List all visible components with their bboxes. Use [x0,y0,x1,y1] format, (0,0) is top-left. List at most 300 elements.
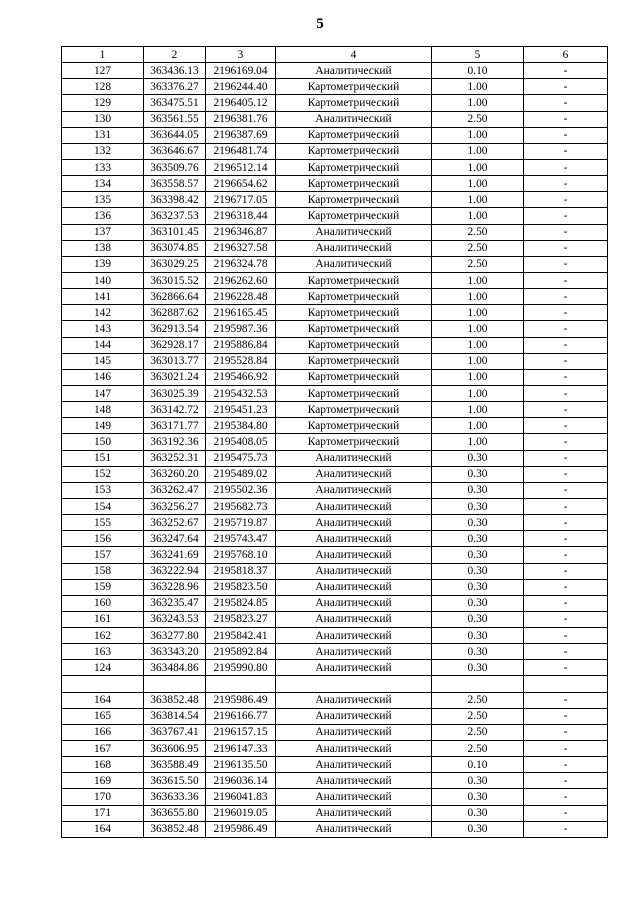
table-row [62,595,608,611]
table-cell: 0.30 [432,466,524,482]
table-cell: 2.50 [432,708,524,724]
table-row [62,773,608,789]
table-cell: Аналитический [276,660,432,676]
table-cell: 134 [62,176,144,192]
table-cell: 0.30 [432,628,524,644]
table-cell: Картометрический [276,79,432,95]
table-cell: 363171.77 [144,418,206,434]
table-cell: 163 [62,644,144,660]
table-cell: 2195408.05 [206,434,276,450]
table-cell [524,676,608,692]
table-cell: Картометрический [276,353,432,369]
table-cell: 363262.47 [144,482,206,498]
table-cell: - [524,272,608,288]
table-cell: 2195990.80 [206,660,276,676]
table-cell: 139 [62,256,144,272]
table-cell: 2195432.53 [206,385,276,401]
table-row [62,450,608,466]
table-cell: 142 [62,305,144,321]
table-cell: - [524,321,608,337]
table-cell: 363376.27 [144,79,206,95]
table-cell: 2196169.04 [206,63,276,79]
table-cell: 154 [62,498,144,514]
table-row [62,611,608,627]
table-cell: 2195768.10 [206,547,276,563]
table-row [62,434,608,450]
table-cell: 2196166.77 [206,708,276,724]
table-cell: 157 [62,547,144,563]
table-cell: Аналитический [276,741,432,757]
table-cell: 0.30 [432,595,524,611]
table-cell: Аналитический [276,224,432,240]
table-cell: 150 [62,434,144,450]
table-cell: 162 [62,628,144,644]
table-row [62,127,608,143]
table-row [62,724,608,740]
table-cell: 1.00 [432,95,524,111]
table-cell: - [524,741,608,757]
table-cell: - [524,498,608,514]
table-cell: - [524,95,608,111]
table-cell: 2196036.14 [206,773,276,789]
table-cell: 2195986.49 [206,821,276,837]
table-cell: Аналитический [276,595,432,611]
table-row [62,402,608,418]
table-cell: Картометрический [276,321,432,337]
table-cell: 155 [62,515,144,531]
table-cell: 0.30 [432,531,524,547]
table-cell: 167 [62,741,144,757]
table-cell: Аналитический [276,498,432,514]
table-cell: Картометрический [276,434,432,450]
table-cell: 2195489.02 [206,466,276,482]
table-cell: 131 [62,127,144,143]
table-cell: 149 [62,418,144,434]
table-row [62,353,608,369]
table-cell: Аналитический [276,789,432,805]
table-cell: 363644.05 [144,127,206,143]
table-cell: 146 [62,369,144,385]
table-cell: 1.00 [432,176,524,192]
table-cell: Картометрический [276,95,432,111]
table-cell: 145 [62,353,144,369]
table-cell: Аналитический [276,757,432,773]
table-cell: 363655.80 [144,805,206,821]
table-cell: 363646.67 [144,143,206,159]
table-cell: 2196041.83 [206,789,276,805]
table-cell: 363398.42 [144,192,206,208]
table-cell: 0.10 [432,63,524,79]
table-cell: 0.30 [432,579,524,595]
table-cell: 363606.95 [144,741,206,757]
table-cell: 2195987.36 [206,321,276,337]
table-cell: 0.30 [432,789,524,805]
table-cell: 362887.62 [144,305,206,321]
table-cell: 1.00 [432,321,524,337]
table-cell: - [524,434,608,450]
table-cell: 2196019.05 [206,805,276,821]
table-row [62,79,608,95]
table-cell: 0.30 [432,821,524,837]
table-cell: Аналитический [276,644,432,660]
table-cell: 2.50 [432,692,524,708]
table-cell: 2196228.48 [206,289,276,305]
table-cell: 164 [62,692,144,708]
table-cell: 2196157.15 [206,724,276,740]
table-cell: 363509.76 [144,159,206,175]
table-cell: - [524,805,608,821]
table-cell: 1.00 [432,289,524,305]
table-row [62,466,608,482]
table-cell: Аналитический [276,724,432,740]
table-cell: 2196654.62 [206,176,276,192]
table-cell: - [524,628,608,644]
table-cell [144,676,206,692]
table-cell: 1.00 [432,434,524,450]
table-cell: 0.30 [432,450,524,466]
table-cell: 363588.49 [144,757,206,773]
table-cell: - [524,208,608,224]
table-cell: Аналитический [276,240,432,256]
table-cell: - [524,289,608,305]
table-cell: 2.50 [432,240,524,256]
table-cell: - [524,418,608,434]
table-cell: 363277.80 [144,628,206,644]
coordinates-table [61,46,608,838]
table-cell: Картометрический [276,208,432,224]
table-cell: 2196481.74 [206,143,276,159]
table-row [62,708,608,724]
table-cell: 0.30 [432,773,524,789]
table-cell: 363343.20 [144,644,206,660]
table-cell: 363074.85 [144,240,206,256]
table-cell: 1.00 [432,208,524,224]
table-cell: - [524,192,608,208]
table-cell: 151 [62,450,144,466]
table-cell: - [524,240,608,256]
table-cell: 2196512.14 [206,159,276,175]
table-cell: 137 [62,224,144,240]
table-cell: 171 [62,805,144,821]
table-cell: - [524,111,608,127]
table-cell: 2195682.73 [206,498,276,514]
table-cell: 1.00 [432,79,524,95]
table-cell: 363475.51 [144,95,206,111]
table-cell: 1.00 [432,337,524,353]
table-cell: 152 [62,466,144,482]
table-cell: 161 [62,611,144,627]
table-cell: 168 [62,757,144,773]
table-cell [62,676,144,692]
table-row [62,579,608,595]
table-cell: 141 [62,289,144,305]
table-cell: 2.50 [432,724,524,740]
table-cell: Аналитический [276,547,432,563]
table-cell: - [524,450,608,466]
table-cell: 2195823.27 [206,611,276,627]
table-cell: Аналитический [276,482,432,498]
table-cell: 363237.53 [144,208,206,224]
table-cell: 1.00 [432,385,524,401]
table-cell: 363025.39 [144,385,206,401]
table-cell: - [524,547,608,563]
table-cell: Картометрический [276,192,432,208]
table-cell: 0.10 [432,757,524,773]
table-row [62,515,608,531]
table-cell: Аналитический [276,466,432,482]
table-cell: 363235.47 [144,595,206,611]
table-cell: 363252.31 [144,450,206,466]
table-cell: - [524,63,608,79]
table-cell: Картометрический [276,289,432,305]
table-row [62,628,608,644]
table-cell: 363142.72 [144,402,206,418]
table-cell: 136 [62,208,144,224]
table-cell: 2196346.87 [206,224,276,240]
table-cell: 0.30 [432,563,524,579]
table-row [62,224,608,240]
table-cell: - [524,353,608,369]
table-cell: Картометрический [276,272,432,288]
table-cell: Аналитический [276,63,432,79]
table-row [62,305,608,321]
table-cell: Аналитический [276,579,432,595]
table-cell: 2195743.47 [206,531,276,547]
table-cell: 2195842.41 [206,628,276,644]
table-cell: 363767.41 [144,724,206,740]
table-cell: 1.00 [432,272,524,288]
table-cell: 2195824.85 [206,595,276,611]
table-cell: 363814.54 [144,708,206,724]
table-cell: 2195823.50 [206,579,276,595]
table-cell: 362866.64 [144,289,206,305]
table-cell: - [524,660,608,676]
table-cell: 1.00 [432,143,524,159]
table-cell: 2196318.44 [206,208,276,224]
table-cell: - [524,757,608,773]
table-cell: 363852.48 [144,821,206,837]
table-cell: 363029.25 [144,256,206,272]
table-cell: 2195502.36 [206,482,276,498]
table-row [62,821,608,837]
table-cell: 363228.96 [144,579,206,595]
table-cell: Картометрический [276,337,432,353]
table-cell: 2195384.80 [206,418,276,434]
table-cell: 2196135.50 [206,757,276,773]
table-cell: 363436.13 [144,63,206,79]
table-row [62,757,608,773]
table-cell: 363558.57 [144,176,206,192]
table-cell: - [524,692,608,708]
table-cell: 2196387.69 [206,127,276,143]
table-cell: 2195466.92 [206,369,276,385]
table-cell: 2196324.78 [206,256,276,272]
table-cell: Картометрический [276,418,432,434]
table-row [62,337,608,353]
table-row [62,385,608,401]
table-cell: 2195719.87 [206,515,276,531]
table-cell: 0.30 [432,482,524,498]
table-cell: Картометрический [276,385,432,401]
table-row [62,159,608,175]
table-cell: 363256.27 [144,498,206,514]
table-row [62,563,608,579]
table-cell: Картометрический [276,176,432,192]
table-cell: 2196405.12 [206,95,276,111]
table-row [62,143,608,159]
table-cell: 363243.53 [144,611,206,627]
table-cell: Аналитический [276,450,432,466]
table-cell: 362928.17 [144,337,206,353]
table-row [62,547,608,563]
table-cell: 144 [62,337,144,353]
table-cell: 1.00 [432,159,524,175]
table-cell: 2.50 [432,256,524,272]
table-cell: 2195892.84 [206,644,276,660]
table-cell: - [524,515,608,531]
table-cell: 169 [62,773,144,789]
table-cell: Картометрический [276,402,432,418]
table-cell: - [524,159,608,175]
table-row [62,321,608,337]
table-cell: 0.30 [432,660,524,676]
table-cell: 363561.55 [144,111,206,127]
table-cell: 362913.54 [144,321,206,337]
table-cell: 363260.20 [144,466,206,482]
table-cell: 363615.50 [144,773,206,789]
table-cell: 2.50 [432,111,524,127]
table-row [62,692,608,708]
table-row [62,95,608,111]
table-cell: 0.30 [432,515,524,531]
table-cell: 363192.36 [144,434,206,450]
table-cell: Аналитический [276,821,432,837]
table-cell: 2.50 [432,224,524,240]
table-cell: - [524,482,608,498]
table-cell: Аналитический [276,708,432,724]
table-cell: 2195451.23 [206,402,276,418]
table-cell [432,676,524,692]
table-cell: 127 [62,63,144,79]
table-row [62,289,608,305]
table-cell: 164 [62,821,144,837]
table-cell: 0.30 [432,805,524,821]
table-cell: Картометрический [276,369,432,385]
table-row [62,805,608,821]
table-row [62,240,608,256]
table-cell: 2195986.49 [206,692,276,708]
table-cell: Аналитический [276,805,432,821]
table-cell: 138 [62,240,144,256]
table-cell: - [524,595,608,611]
column-header: 4 [276,47,432,63]
table-cell: 1.00 [432,127,524,143]
table-cell: 1.00 [432,369,524,385]
table-cell: 147 [62,385,144,401]
table-cell: 140 [62,272,144,288]
table-cell: 0.30 [432,547,524,563]
table-cell: 2196147.33 [206,741,276,757]
table-cell: 2.50 [432,741,524,757]
table-cell: 363015.52 [144,272,206,288]
table-cell: 363247.64 [144,531,206,547]
table-cell: - [524,466,608,482]
table-header-row [62,47,608,63]
table-cell: - [524,385,608,401]
table-cell: 363013.77 [144,353,206,369]
table-cell: 2196262.60 [206,272,276,288]
table-cell: 160 [62,595,144,611]
table-row [62,272,608,288]
column-header: 3 [206,47,276,63]
table-cell: Картометрический [276,127,432,143]
table-cell: 0.30 [432,498,524,514]
table-cell: 363852.48 [144,692,206,708]
table-cell: Аналитический [276,531,432,547]
table-row [62,498,608,514]
table-row [62,111,608,127]
table-cell: 2196381.76 [206,111,276,127]
table-cell: Картометрический [276,143,432,159]
column-header: 2 [144,47,206,63]
table-cell: 363484.86 [144,660,206,676]
table-row [62,676,608,692]
table-cell: 1.00 [432,418,524,434]
table-cell: - [524,369,608,385]
table-cell: 363101.45 [144,224,206,240]
table-cell: 2196165.45 [206,305,276,321]
table-cell: 2196244.40 [206,79,276,95]
table-cell: - [524,143,608,159]
table-cell: - [524,821,608,837]
table-cell: 128 [62,79,144,95]
table-row [62,644,608,660]
table-cell: 2196717.05 [206,192,276,208]
table-row [62,418,608,434]
table-cell: - [524,127,608,143]
table-cell: - [524,563,608,579]
table-cell: 130 [62,111,144,127]
table-cell: 133 [62,159,144,175]
table-cell: - [524,579,608,595]
table-cell: Аналитический [276,611,432,627]
table-cell: Аналитический [276,515,432,531]
table-cell: - [524,79,608,95]
table-cell: - [524,708,608,724]
table-cell: 129 [62,95,144,111]
table-row [62,256,608,272]
table-cell: 363021.24 [144,369,206,385]
table-cell: 2195818.37 [206,563,276,579]
table-cell: - [524,789,608,805]
table-cell: 0.30 [432,644,524,660]
table-cell: 2195886.84 [206,337,276,353]
table-cell: 2195475.73 [206,450,276,466]
table-row [62,660,608,676]
table-cell: 135 [62,192,144,208]
table-cell: Аналитический [276,692,432,708]
table-cell: 2196327.58 [206,240,276,256]
table-cell: - [524,224,608,240]
table-cell [206,676,276,692]
table-cell: - [524,644,608,660]
table-cell: - [524,611,608,627]
table-cell: 166 [62,724,144,740]
table-cell [276,676,432,692]
table-row [62,482,608,498]
table-cell: Аналитический [276,563,432,579]
table-cell: 363241.69 [144,547,206,563]
